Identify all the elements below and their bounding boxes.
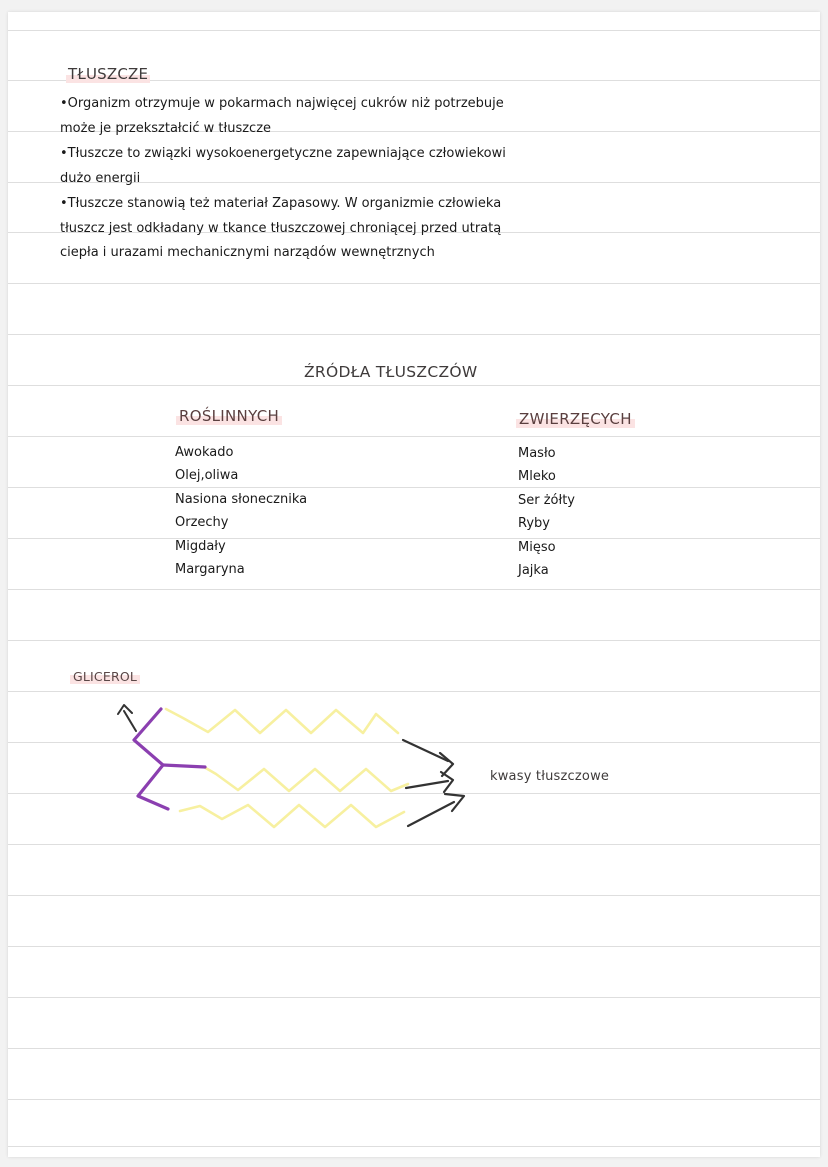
fatty-acids-label: kwasy tłuszczowe [490,769,610,784]
arrow-icon [408,802,454,826]
list-item: Masło [518,446,556,461]
glycerol-backbone [134,709,168,809]
sources-title: ŹRÓDŁA TŁUSZCZÓW [304,363,478,381]
bullet-item: •Tłuszcze stanowią też materiał Zapasowy. W organizmie człowieka tłuszcz jest odkładany w tkance tłuszczowej chroniącej przed utratą ciepła i urazami mechanicznymi narządów wewnętrznych [60,196,502,260]
list-item: Jajka [518,563,549,579]
list-item: Margaryna [175,562,245,578]
list-item: Ser żółty [518,492,575,508]
list-item: Orzechy [175,515,229,531]
arrow-icon [406,781,448,788]
list-item: Olej,oliwa [175,468,239,484]
plant-sources-heading: ROŚLINNYCH [176,407,282,425]
fatty-acid-chain-3 [180,805,404,827]
glycerol-branch [163,765,205,767]
glycerol-label: GLICEROL [70,669,140,684]
triglyceride-diagram [8,12,820,1157]
list-item: Migdały [175,538,226,554]
list-item: Nasiona słonecznika [175,491,308,507]
fatty-acid-chain-1 [166,709,398,733]
bullet-item: •Tłuszcze to związki wysokoenergetyczne zapewniające człowiekowi dużo energii [60,146,506,186]
animal-sources-heading: ZWIERZĘCYCH [516,410,635,428]
arrow-icon [403,740,448,761]
glycerol-arrow-icon [124,711,136,731]
notebook-page [8,12,820,1157]
list-item: Awokado [175,445,234,460]
fatty-acid-chain-2 [204,767,408,791]
list-item: Mleko [518,469,556,485]
list-item: Ryby [518,516,550,532]
page-title: TŁUSZCZE [68,65,149,83]
list-item: Mięso [518,539,556,555]
bullet-item: •Organizm otrzymuje w pokarmach najwięcej cukrów niż potrzebuje może je przekształcić w tłuszcze [60,96,504,136]
